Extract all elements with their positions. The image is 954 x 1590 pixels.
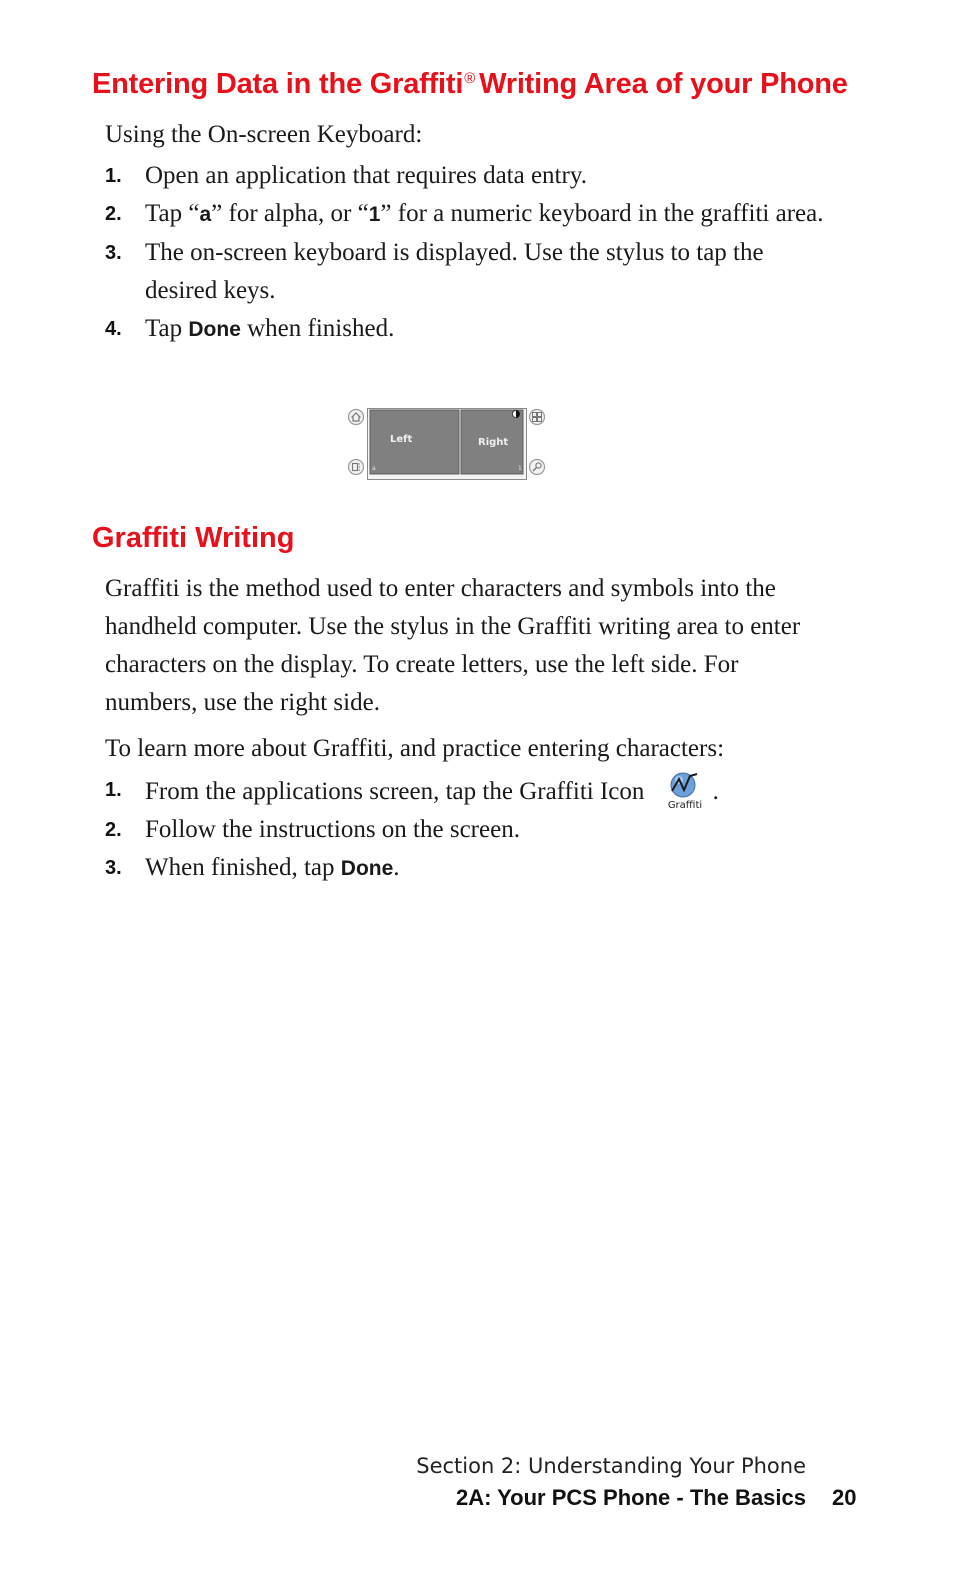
footer-chapter-title: 2A: Your PCS Phone - The Basics (455, 1485, 806, 1510)
graffiti-area-image (347, 404, 547, 480)
right-pad-label: Right (478, 437, 509, 448)
step-text: Follow the instructions on the screen. (145, 816, 520, 843)
step-text-a: Tap (145, 315, 189, 342)
step-text: The on-screen keyboard is displayed. Use the stylus to tap the desired keys. (145, 239, 764, 304)
list-item (0, 234, 825, 310)
page-number: 20 (832, 1485, 857, 1510)
section-heading-graffiti-writing: Graffiti Writing (92, 522, 295, 554)
graffiti-app-icon (657, 771, 713, 811)
keyboard-steps-list (0, 157, 825, 349)
home-icon (349, 410, 364, 425)
footer-section-title: Section 2: Understanding Your Phone (416, 1454, 806, 1478)
search-icon (530, 460, 545, 475)
graffiti-practice-intro: To learn more about Graffiti, and practice entering characters: (105, 735, 725, 762)
list-item (0, 157, 825, 195)
step-text-c: ” for a numeric keyboard in the graffiti area. (380, 200, 824, 227)
graffiti-description: Graffiti is the method used to enter characters and symbols into the handheld computer. Use the stylus in the Graffiti writing area to enter characters on the display. To create letters, use the left side. For numbers, use the right side. (105, 575, 801, 716)
step-number: 2. (105, 819, 122, 841)
step-text-a: When finished, tap (145, 854, 341, 881)
graffiti-icon-label: Graffiti (667, 800, 702, 811)
alpha-key-label: a (199, 203, 212, 226)
step-text-a: From the applications screen, tap the Graffiti Icon (145, 778, 645, 805)
heading-text-part1: Entering Data in the Graffiti (92, 68, 464, 100)
step-text-b: when finished. (240, 315, 395, 342)
step-number: 2. (105, 203, 122, 225)
list-item (0, 771, 825, 811)
onscreen-keyboard-intro: Using the On-screen Keyboard: (105, 121, 423, 148)
menu-icon (349, 460, 364, 475)
done-label: Done (340, 857, 394, 880)
step-number: 3. (105, 242, 122, 264)
step-number: 4. (105, 318, 122, 340)
list-item (0, 310, 825, 349)
numeric-key-label: 1 (368, 203, 381, 226)
numeric-key-small: 1 (518, 465, 522, 472)
step-number: 1. (105, 779, 122, 801)
alpha-key-small: a (372, 465, 376, 472)
left-pad-label: Left (390, 434, 413, 445)
graffiti-steps-list (0, 771, 825, 888)
list-item (0, 849, 825, 888)
contrast-icon (512, 410, 519, 417)
apps-grid-icon (530, 410, 545, 425)
registered-mark: ® (464, 70, 476, 87)
step-text-b: ” for alpha, or “ (211, 200, 369, 227)
section-heading-graffiti-data-entry (92, 68, 848, 101)
list-item (0, 195, 825, 234)
step-number: 3. (105, 857, 122, 879)
step-number: 1. (105, 165, 122, 187)
step-text: Open an application that requires data entry. (145, 162, 587, 189)
done-label: Done (188, 318, 241, 341)
heading-text-part2: Writing Area of your Phone (479, 68, 848, 100)
left-writing-pad (370, 410, 459, 474)
step-text-a: Tap “ (145, 200, 200, 227)
step-text-b: . (712, 778, 719, 805)
list-item (0, 811, 825, 849)
step-text-b: . (393, 854, 400, 881)
